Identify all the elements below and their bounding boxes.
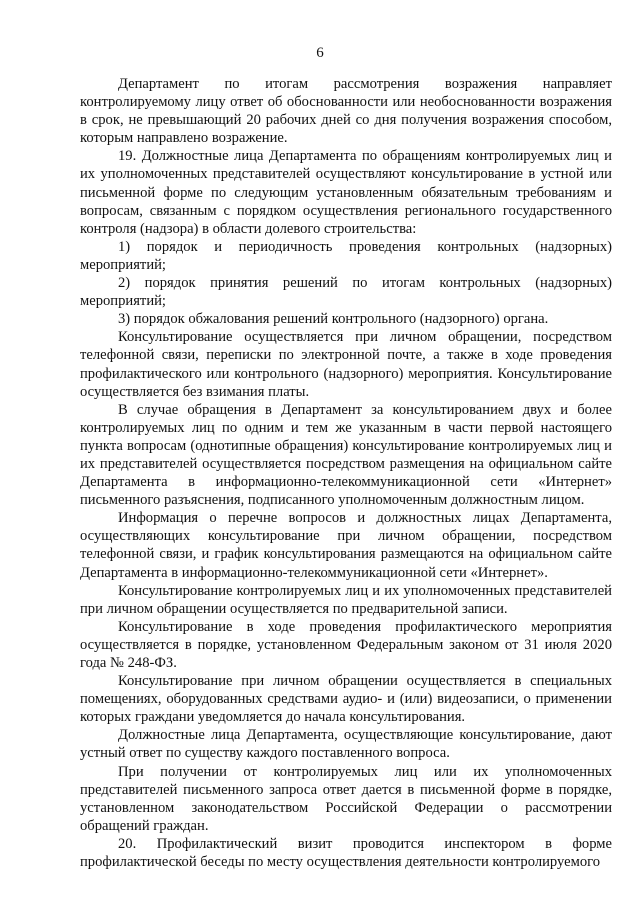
paragraph: При получении от контролируемых лиц или их уполномоченных представителей письменного запроса ответ дается в письменной форме в порядке, установленном законодательством Российской Федерации о рассмотрении обращений граждан.	[80, 763, 612, 834]
paragraph: Консультирование в ходе проведения профилактического мероприятия осуществляется в порядке, установленном Федеральным законом от 31 июля 2020 года № 248-ФЗ.	[80, 618, 612, 671]
page-number: 6	[316, 45, 324, 61]
paragraph: Информация о перечне вопросов и должностных лицах Департамента, осуществляющих консультирование при личном обращении, посредством телефонной связи, и график консультирования размещаются на официальном сайте Департамента в информационно-телекоммуникационной сети «Интернет».	[80, 510, 612, 581]
document-body	[80, 75, 612, 871]
paragraph: В случае обращения в Департамент за консультированием двух и более контролируемых лиц по одним и тем же указанным в части первой настоящего пункта вопросам (однотипные обращения) консультирование контролируемых лиц и их представителей осуществляется посредством размещения на официальном сайте Департамента в информационно-телекоммуникационной сети «Интернет» письменного разъяснения, подписанного уполномоченным должностным лицом.	[80, 401, 612, 509]
list-item: 1) порядок и периодичность проведения контрольных (надзорных) мероприятий;	[80, 238, 612, 273]
paragraph: Департамент по итогам рассмотрения возражения направляет контролируемому лицу ответ об обоснованности или необоснованности возражения в срок, не превышающий 20 рабочих дней со дня получения возражения способом, которым направлено возражение.	[80, 76, 612, 147]
paragraph: 19. Должностные лица Департамента по обращениям контролируемых лиц и их уполномоченных представителей осуществляют консультирование в устной или письменной форме по следующим установленным обязательным требованиям и вопросам, связанным с порядком осуществления регионального государственного контроля (надзора) в области долевого строительства:	[80, 148, 612, 237]
paragraph: Консультирование осуществляется при личном обращении, посредством телефонной связи, переписки по электронной почте, а также в ходе проведения профилактического или контрольного (надзорного) мероприятия. Консультирование осуществляется без взимания платы.	[80, 329, 612, 400]
paragraph: Должностные лица Департамента, осуществляющие консультирование, дают устный ответ по существу каждого поставленного вопроса.	[80, 727, 612, 762]
paragraph: 20. Профилактический визит проводится инспектором в форме профилактической беседы по месту осуществления деятельности контролируемого	[80, 835, 612, 871]
list-item: 2) порядок принятия решений по итогам контрольных (надзорных) мероприятий;	[80, 275, 612, 310]
list-item: 3) порядок обжалования решений контрольного (надзорного) органа.	[118, 311, 549, 328]
paragraph: Консультирование контролируемых лиц и их уполномоченных представителей при личном обращении осуществляется по предварительной записи.	[80, 582, 612, 617]
paragraph: Консультирование при личном обращении осуществляется в специальных помещениях, оборудованных средствами аудио- и (или) видеозаписи, о применении которых граждани уведомляется до начала консультирования.	[80, 673, 612, 726]
